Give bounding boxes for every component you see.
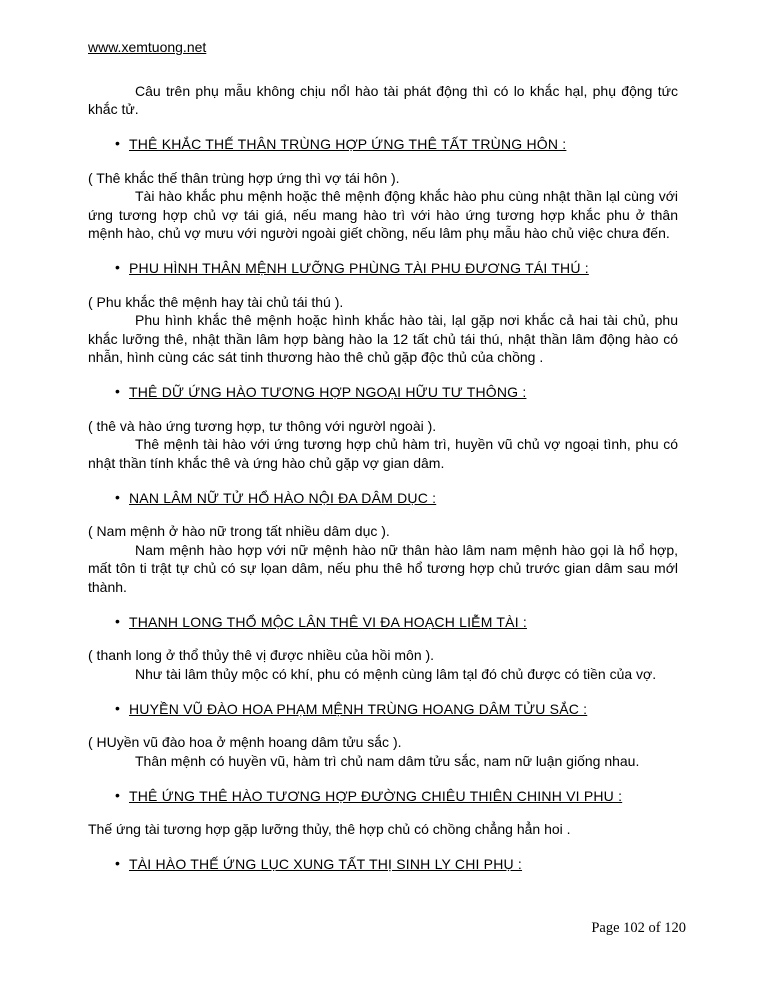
intro-paragraph: Câu trên phụ mẫu không chịu nổl hào tài phát động thì có lo khắc hạl, phụ động tức khắc tử. [88, 82, 678, 117]
section-heading [88, 489, 678, 508]
site-link[interactable]: www.xemtuong.net [88, 39, 207, 55]
section-heading [88, 259, 678, 278]
section [88, 135, 678, 243]
section-body: Tài hào khắc phu mệnh hoặc thê mệnh động khắc hào phu cùng nhật thần lạl cùng với ứng tương hợp chủ vợ tái giá, nếu mang hào trì với hào ứng tương hợp khắc phu ở thân mệnh hào, chủ vợ mưu với người ngoài giết chồng, nếu lâm phụ mẫu hào chủ việc chưa đến. [88, 188, 678, 241]
bullet-icon: • [115, 612, 120, 629]
section-note: ( Phu khắc thê mệnh hay tài chủ tái thú ). [88, 293, 344, 310]
section-note: ( Nam mệnh ở hào nữ trong tất nhiều dâm dục ). [88, 523, 390, 539]
header [88, 38, 678, 82]
section-body: Như tài lâm thủy mộc có khí, phu có mệnh cùng lâm tạl đó chủ được có tiền của vợ. [135, 665, 657, 682]
section-heading [88, 855, 678, 874]
section-heading-text: THANH LONG THỔ MỘC LÂN THÊ VI ĐA HOẠCH LIỄM TÀI : [129, 613, 527, 630]
bullet-icon: • [115, 259, 120, 275]
section-note: ( Thê khắc thế thân trùng hợp ứng thì vợ tái hôn ). [88, 169, 400, 186]
section [88, 489, 678, 597]
bullet-icon: • [115, 488, 120, 505]
section-heading-text: THÊ DỮ ỨNG HÀO TƯƠNG HỢP NGOẠI HỮU TƯ THÔNG : [129, 384, 527, 400]
bullet-icon: • [115, 383, 120, 399]
section-body: Thê mệnh tài hào với ứng tương hợp chủ hàm trì, huyền vũ chủ vợ ngoại tình, phu có nhật thần tính khắc thê và ứng hào chủ gặp vợ gian dâm. [88, 436, 678, 471]
section-heading [88, 135, 678, 154]
section [88, 259, 678, 367]
section [88, 787, 678, 839]
section-body: Thân mệnh có huyền vũ, hàm trì chủ nam dâm tửu sắc, nam nữ luận giống nhau. [135, 752, 640, 769]
section-body: Phu hình khắc thê mệnh hoặc hình khắc hào tài, lạl gặp nơi khắc cả hai tài chủ, phu khắc lưỡng thê, nhật thần lâm hợp bàng hào la 12 tất chủ tái thú, nhật thần lâm động hào có nhẫn, hình cùng các sát tinh thương hào thê chủ gặp độc thủ của chồng . [88, 312, 678, 365]
bullet-icon: • [115, 699, 120, 716]
section-heading-text: HUYỀN VŨ ĐÀO HOA PHẠM MỆNH TRÙNG HOANG DÂM TỬU SẮC : [129, 700, 588, 717]
section [88, 613, 678, 684]
section [88, 700, 678, 771]
section [88, 383, 678, 472]
section-heading [88, 787, 678, 806]
section-heading [88, 613, 678, 632]
section-heading [88, 700, 678, 719]
section-heading-text: THÊ KHẮC THẾ THÂN TRÙNG HỢP ỨNG THÊ TẤT TRÙNG HÔN : [129, 136, 567, 152]
section-note: ( HUyền vũ đào hoa ở mệnh hoang dâm tửu sắc ). [88, 734, 402, 750]
section-heading-text: THÊ ỨNG THÊ HÀO TƯƠNG HỢP ĐƯỜNG CHIÊU THIÊN CHINH VI PHU : [129, 787, 623, 804]
section-heading-text: TÀI HÀO THẾ ỨNG LỤC XUNG TẤT THỊ SINH LY CHI PHỤ : [129, 856, 523, 872]
bullet-icon: • [115, 855, 120, 871]
section [88, 855, 678, 874]
section-heading [88, 383, 678, 402]
page-number: Page 102 of 120 [591, 920, 686, 936]
section-note: ( thê và hào ứng tương hợp, tư thông với ngườl ngoài ). [88, 417, 437, 434]
section-heading-text: NAN LÂM NỮ TỬ HỔ HÀO NỘI ĐA DÂM DỤC : [129, 489, 437, 506]
bullet-icon: • [115, 786, 120, 803]
section-body: Thế ứng tài tương hợp gặp lưỡng thủy, thê hợp chủ có chồng chẳng hẳn hoi . [88, 821, 571, 837]
section-heading-text: PHU HÌNH THÂN MỆNH LƯỠNG PHÙNG TÀI PHU ĐƯƠNG TÁI THÚ : [129, 260, 589, 276]
section-body: Nam mệnh hào hợp với nữ mệnh hào nữ thân hào lâm nam mệnh hào gọi là hổ hợp, mất tôn ti trật tự chủ có sự lọan dâm, nếu phu thê hổ tương hợp chủ trước gian dâm sau mớl thành. [88, 541, 678, 595]
section-note: ( thanh long ở thổ thủy thê vị được nhiều của hồi môn ). [88, 647, 435, 663]
bullet-icon: • [115, 135, 120, 151]
